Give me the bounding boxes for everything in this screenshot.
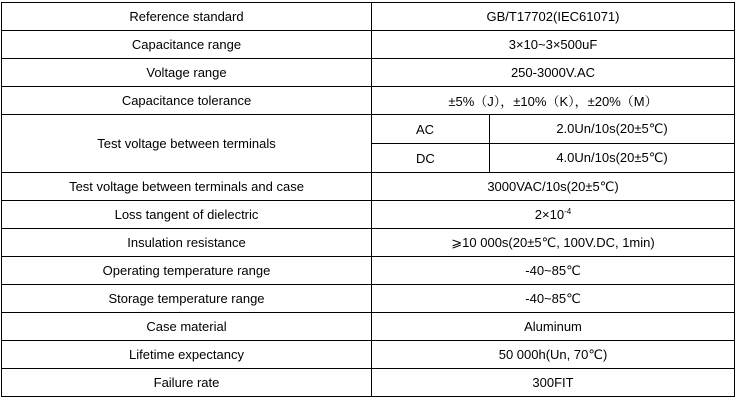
spec-label: Capacitance range	[2, 31, 372, 59]
spec-value: GB/T17702(IEC61071)	[372, 3, 735, 31]
spec-value: -40~85℃	[372, 285, 735, 313]
spec-label: Voltage range	[2, 59, 372, 87]
spec-label: Capacitance tolerance	[2, 87, 372, 115]
spec-value: 3×10~3×500uF	[372, 31, 735, 59]
spec-label: Test voltage between terminals and case	[2, 173, 372, 201]
sub-type-label: AC	[372, 115, 490, 144]
spec-label: Test voltage between terminals	[2, 115, 372, 173]
table-row	[2, 201, 735, 229]
loss-tangent-exponent: -4	[564, 207, 572, 216]
spec-label: Operating temperature range	[2, 257, 372, 285]
table-row	[2, 115, 735, 144]
table-row	[2, 87, 735, 115]
spec-value: ±5%（J），±10%（K），±20%（M）	[372, 87, 735, 115]
spec-label: Case material	[2, 313, 372, 341]
table-row	[2, 313, 735, 341]
table-row	[2, 3, 735, 31]
sub-type-label: DC	[372, 144, 490, 173]
table-row	[2, 173, 735, 201]
spec-label: Lifetime expectancy	[2, 341, 372, 369]
table-row	[2, 369, 735, 397]
spec-value: 4.0Un/10s(20±5℃)	[490, 144, 735, 173]
spec-label: Failure rate	[2, 369, 372, 397]
spec-label: Reference standard	[2, 3, 372, 31]
spec-value	[372, 201, 735, 229]
spec-value: Aluminum	[372, 313, 735, 341]
loss-tangent-base: 2×10	[534, 207, 565, 222]
specification-table	[1, 2, 735, 397]
spec-value: ⩾10 000s(20±5℃, 100V.DC, 1min)	[372, 229, 735, 257]
spec-label: Loss tangent of dielectric	[2, 201, 372, 229]
spec-value: 50 000h(Un, 70℃)	[372, 341, 735, 369]
table-row	[2, 341, 735, 369]
spec-value: -40~85℃	[372, 257, 735, 285]
table-row	[2, 59, 735, 87]
table-row	[2, 257, 735, 285]
table-row	[2, 229, 735, 257]
spec-label: Insulation resistance	[2, 229, 372, 257]
table-row	[2, 31, 735, 59]
spec-label: Storage temperature range	[2, 285, 372, 313]
spec-value: 2.0Un/10s(20±5℃)	[490, 115, 735, 144]
table-row	[2, 285, 735, 313]
spec-value: 300FIT	[372, 369, 735, 397]
spec-value: 250-3000V.AC	[372, 59, 735, 87]
spec-value: 3000VAC/10s(20±5℃)	[372, 173, 735, 201]
